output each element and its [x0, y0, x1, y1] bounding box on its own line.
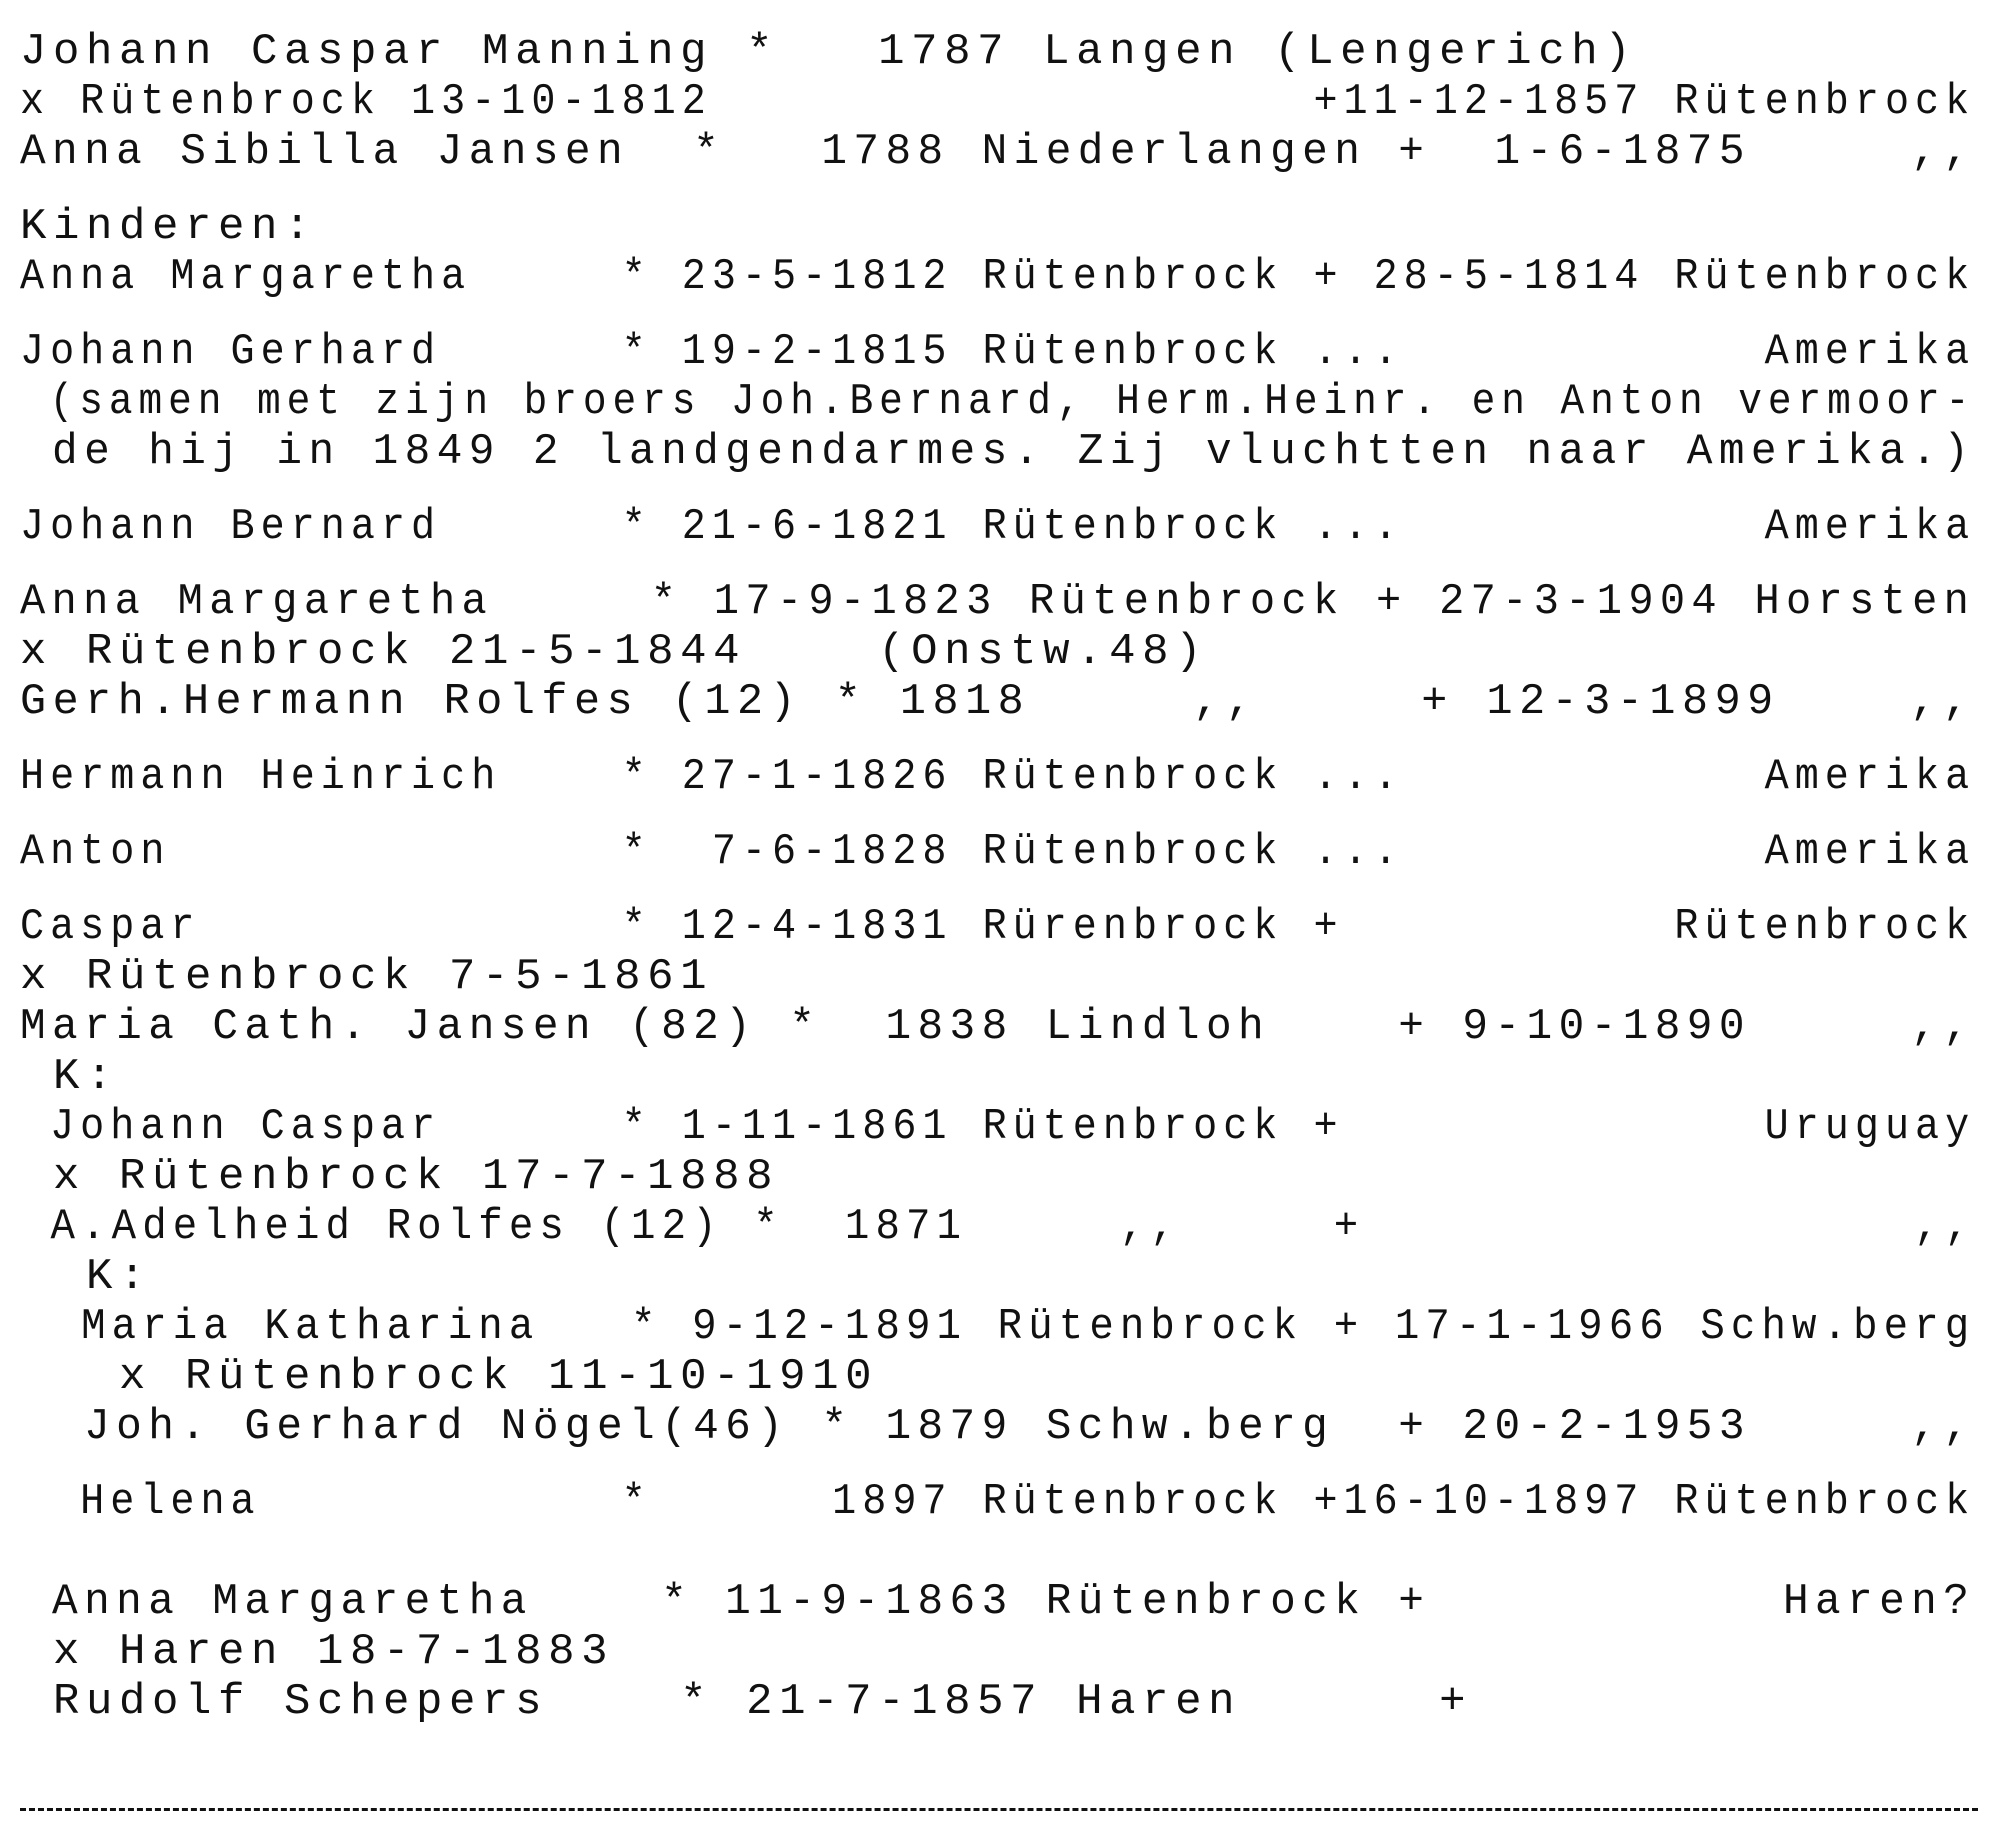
record-line: Anton * 7-6-1828 Rütenbrock ... Amerika — [20, 827, 1976, 877]
record-line: Anna Margaretha * 23-5-1812 Rütenbrock + 28-5-1814 Rütenbrock — [20, 252, 1976, 302]
record-line: x Haren 18-7-1883 — [20, 1627, 615, 1677]
record-line: Maria Cath. Jansen (82) * 1838 Lindloh + 9-10-1890 ,, — [20, 1002, 1976, 1052]
separator-line — [20, 1808, 1978, 1811]
record-line: Anna Margaretha * 17-9-1823 Rütenbrock + 27-3-1904 Horsten — [20, 577, 1976, 627]
record-line: Anna Sibilla Jansen * 1788 Niederlangen + 1-6-1875 ,, — [20, 127, 1976, 177]
note-line: (samen met zijn broers Joh.Bernard, Herm.Heinr. en Anton vermoor- — [20, 377, 1976, 427]
record-line: x Rütenbrock 11-10-1910 — [20, 1352, 879, 1402]
record-line: Gerh.Hermann Rolfes (12) * 1818 ,, + 12-3-1899 ,, — [20, 677, 1976, 727]
record-line: Johann Gerhard * 19-2-1815 Rütenbrock ... Amerika — [20, 327, 1976, 377]
record-line: Johann Caspar * 1-11-1861 Rütenbrock + Uruguay — [20, 1102, 1976, 1152]
record-line: Helena * 1897 Rütenbrock +16-10-1897 Rütenbrock — [20, 1477, 1976, 1527]
section-heading: K: — [20, 1252, 153, 1302]
record-line: Hermann Heinrich * 27-1-1826 Rütenbrock ... Amerika — [20, 752, 1976, 802]
record-line: Maria Katharina * 9-12-1891 Rütenbrock + 17-1-1966 Schw.berg — [20, 1302, 1976, 1352]
record-line: x Rütenbrock 21-5-1844 (Onstw.48) — [20, 627, 1209, 677]
record-line: Caspar * 12-4-1831 Rürenbrock + Rütenbrock — [20, 902, 1976, 952]
record-line: A.Adelheid Rolfes (12) * 1871 ,, + ,, — [20, 1202, 1976, 1252]
record-line: Anna Margaretha * 11-9-1863 Rütenbrock + Haren? — [20, 1577, 1976, 1627]
record-line: Johann Caspar Manning * 1787 Langen (Lengerich) — [20, 27, 1638, 77]
record-line: x Rütenbrock 7-5-1861 — [20, 952, 714, 1002]
record-line: Rudolf Schepers * 21-7-1857 Haren + — [20, 1677, 1473, 1727]
section-heading: Kinderen: — [20, 202, 318, 252]
note-line: de hij in 1849 2 landgendarmes. Zij vluchtten naar Amerika.) — [20, 427, 1976, 477]
record-line: Johann Bernard * 21-6-1821 Rütenbrock ... Amerika — [20, 502, 1976, 552]
record-line: Joh. Gerhard Nögel(46) * 1879 Schw.berg + 20-2-1953 ,, — [20, 1402, 1976, 1452]
record-line: x Rütenbrock 17-7-1888 — [20, 1152, 780, 1202]
record-line: x Rütenbrock 13-10-1812 +11-12-1857 Rütenbrock — [20, 77, 1976, 127]
section-heading: K: — [20, 1052, 120, 1102]
